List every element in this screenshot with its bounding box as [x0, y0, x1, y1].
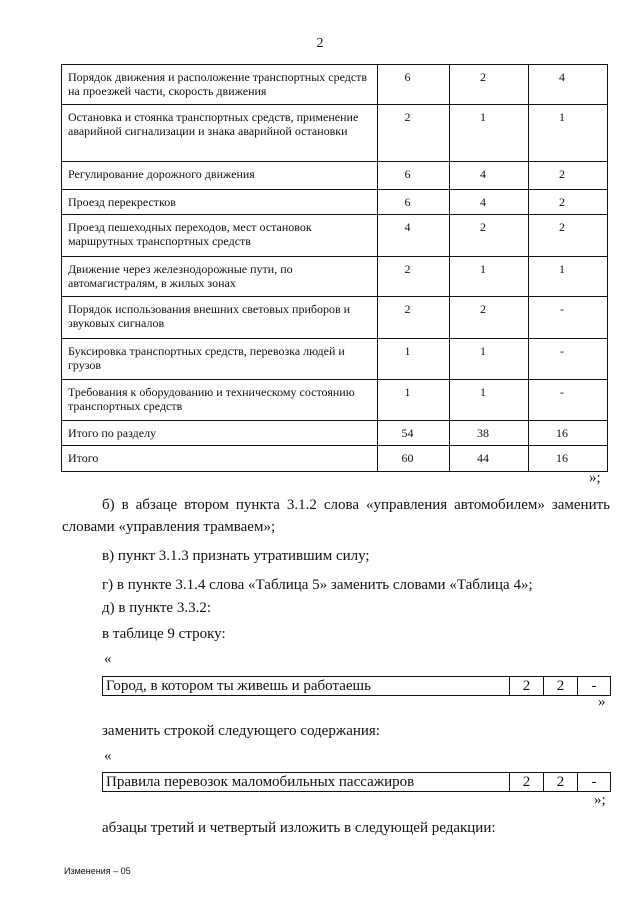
cell-value: 1: [480, 262, 486, 276]
cell-value: 2: [404, 302, 411, 316]
cell-value: -: [560, 385, 564, 399]
open-quote-2: «: [104, 748, 112, 764]
row-label: Остановка и стоянка транспортных средств, применение аварийной сигнализации и знака аварийной остановки: [62, 105, 378, 162]
row-label: Движение через железнодорожные пути, по автомагистралям, в жилых зонах: [62, 257, 378, 297]
table-row: [62, 421, 608, 446]
cell-value: 1: [480, 344, 486, 358]
cell-value: 1: [480, 110, 486, 124]
cell-value: 44: [477, 451, 489, 465]
new-row-label: Правила перевозок маломобильных пассажиров: [103, 773, 510, 792]
cell-value: 60: [401, 451, 414, 465]
cell-value: -: [560, 344, 564, 358]
cell-value: 6: [404, 70, 411, 84]
table-row: [62, 297, 608, 339]
cell-value: 2: [404, 110, 411, 124]
row-label: Порядок использования внешних световых приборов и звуковых сигналов: [62, 297, 378, 339]
old-row-label: Город, в котором ты живешь и работаешь: [103, 677, 510, 696]
cell-value: 6: [404, 195, 411, 209]
paragraph-replace: заменить строкой следующего содержания:: [102, 723, 380, 739]
cell-value: 2: [510, 773, 544, 792]
paragraph-b: б) в абзаце втором пункта 3.1.2 слова «управления автомобилем» заменить словами «управления трамваем»;: [62, 497, 610, 535]
cell-value: 4: [404, 220, 411, 234]
cell-value: 54: [401, 426, 414, 440]
cell-value: 2: [544, 677, 578, 696]
row-label: Требования к оборудованию и техническому состоянию транспортных средств: [62, 380, 378, 421]
cell-value: 38: [477, 426, 489, 440]
cell-value: -: [560, 302, 564, 316]
cell-value: 4: [480, 167, 486, 181]
page-number: 2: [316, 36, 324, 51]
cell-value: 2: [559, 195, 565, 209]
row-label: Проезд пешеходных переходов, мест остановок маршрутных транспортных средств: [62, 215, 378, 257]
row-label: Итого: [62, 446, 378, 472]
paragraph-d: д) в пункте 3.3.2:: [102, 600, 211, 616]
cell-value: 6: [404, 167, 411, 181]
cell-value: -: [578, 773, 611, 792]
cell-value: 2: [559, 167, 565, 181]
cell-value: 2: [559, 220, 565, 234]
table-row: [62, 105, 608, 162]
row-label: Итого по разделу: [62, 421, 378, 446]
table-row: [103, 677, 611, 696]
cell-value: 2: [480, 70, 486, 84]
cell-value: 1: [404, 385, 411, 399]
paragraph-last: абзацы третий и четвертый изложить в следующей редакции:: [102, 820, 496, 836]
close-quote-2: »;: [594, 792, 606, 808]
table-row: [62, 380, 608, 421]
cell-value: -: [578, 677, 611, 696]
row-label: Проезд перекрестков: [62, 190, 378, 215]
footer-note: Изменения – 05: [64, 866, 131, 876]
new-row-table: [102, 772, 611, 792]
open-quote-1: «: [104, 651, 112, 667]
table-row: [103, 773, 611, 792]
paragraph-table9: в таблице 9 строку:: [102, 626, 226, 642]
cell-value: 2: [510, 677, 544, 696]
cell-value: 16: [556, 451, 568, 465]
cell-value: 1: [480, 385, 486, 399]
table-row: [62, 257, 608, 297]
cell-value: 1: [559, 262, 565, 276]
cell-value: 2: [480, 220, 486, 234]
cell-value: 16: [556, 426, 568, 440]
cell-value: 1: [559, 110, 565, 124]
cell-value: 4: [559, 70, 565, 84]
row-label: Буксировка транспортных средств, перевозка людей и грузов: [62, 339, 378, 380]
table-row: [62, 215, 608, 257]
cell-value: 2: [544, 773, 578, 792]
old-row-table: [102, 676, 611, 696]
table-row: [62, 339, 608, 380]
cell-value: 2: [404, 262, 411, 276]
cell-value: 4: [480, 195, 486, 209]
paragraph-v: в) пункт 3.1.3 признать утратившим силу;: [102, 548, 370, 564]
paragraph-g: г) в пункте 3.1.4 слова «Таблица 5» заменить словами «Таблица 4»;: [102, 577, 533, 593]
close-quote-1: »: [598, 694, 606, 710]
hours-table: [61, 64, 608, 472]
table-row: [62, 190, 608, 215]
table-row: [62, 446, 608, 472]
row-label: Регулирование дорожного движения: [62, 162, 378, 190]
cell-value: 2: [480, 302, 486, 316]
table-row: [62, 162, 608, 190]
table-closing-quote: »;: [589, 470, 601, 486]
table-row: [62, 65, 608, 105]
row-label: Порядок движения и расположение транспортных средств на проезжей части, скорость движения: [62, 65, 378, 105]
cell-value: 1: [404, 344, 411, 358]
